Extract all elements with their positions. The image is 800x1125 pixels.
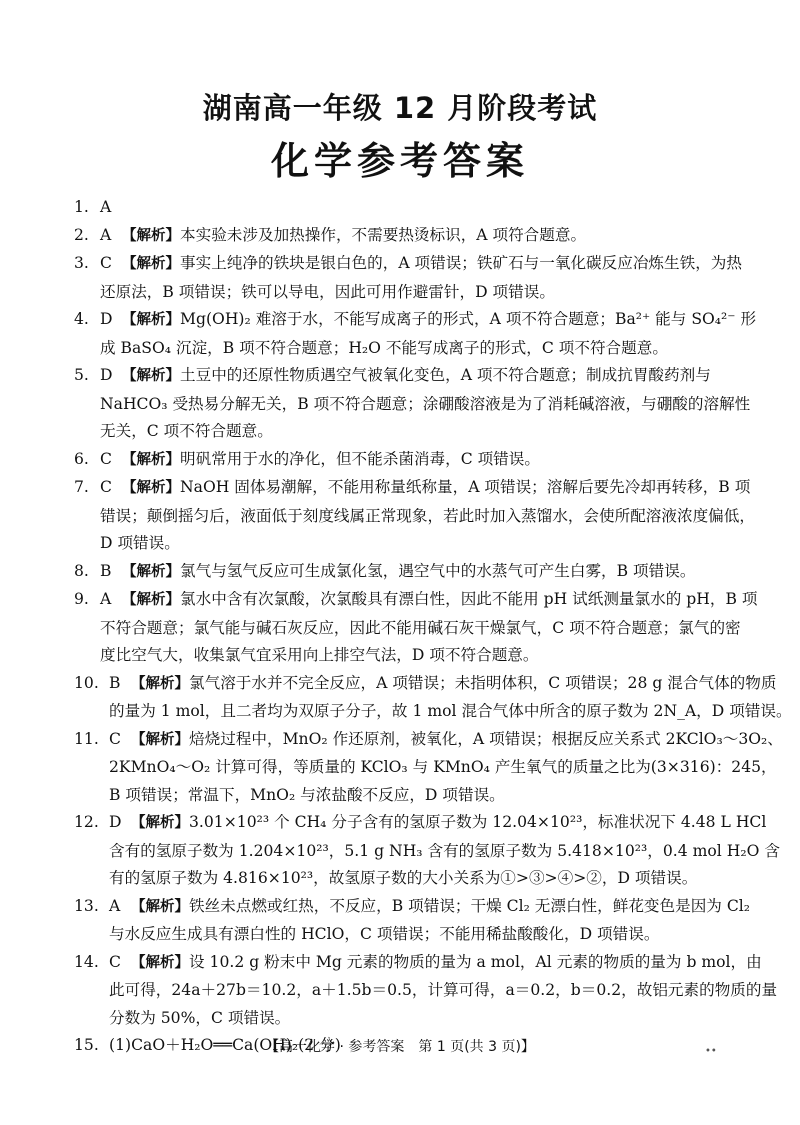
- analysis-text: 铁丝未点燃或红热，不反应，B 项错误；干燥 Cl₂ 无漂白性，鲜花变色是因为 Cl₂: [189, 896, 751, 915]
- analysis-text: 焙烧过程中，MnO₂ 作还原剂，被氧化，A 项错误；根据反应关系式 2KClO₃～3O₂、: [189, 729, 783, 748]
- analysis-text: 氯气溶于水并不完全反应，A 项错误；未指明体积，C 项错误；28 g 混合气体的物质: [189, 673, 777, 692]
- analysis-text-continued: 与水反应生成具有漂白性的 HClO，C 项错误；不能用稀盐酸酸化，D 项错误。: [109, 925, 660, 943]
- answer-item: [74, 586, 758, 670]
- analysis-text: 明矾常用于水的净化，但不能杀菌消毒，C 项错误。: [180, 449, 540, 468]
- question-number: 9.: [74, 590, 89, 608]
- analysis-tag: 【解析】: [122, 592, 180, 608]
- analysis-tag: 【解析】: [131, 675, 189, 692]
- analysis-text: 事实上纯净的铁块是银白色的，A 项错误；铁矿石与一氧化碳反应冶炼生铁，为热: [180, 254, 742, 272]
- answer-choice: B: [109, 673, 121, 692]
- question-number: 8.: [74, 561, 89, 580]
- answer-item: [74, 726, 783, 810]
- analysis-text-continued: NaHCO₃ 受热易分解无关，B 项不符合题意；涂硼酸溶液是为了消耗碱溶液，与硼酸的溶解性: [100, 394, 751, 413]
- answer-line: [74, 474, 751, 503]
- answer-line: [74, 726, 783, 755]
- analysis-text-continued: 无关，C 项不符合题意。: [100, 422, 273, 440]
- analysis-text: 氯水中含有次氯酸，次氯酸具有漂白性，因此不能用 pH 试纸测量氯水的 pH，B 项: [180, 590, 758, 608]
- answer-choice: C: [100, 478, 112, 496]
- answer-item: [74, 558, 734, 587]
- answer-item: [74, 362, 751, 446]
- analysis-text: 设 10.2 g 粉末中 Mg 元素的物质的量为 a mol，Al 元素的物质的量为 b mol，由: [189, 952, 762, 971]
- analysis-text-continued: 含有的氢原子数为 1.204×10²³，5.1 g NH₃ 含有的氢原子数为 5.418×10²³，0.4 mol H₂O 含: [109, 841, 780, 860]
- answer-item: [74, 446, 734, 475]
- question-number: 5.: [74, 366, 89, 384]
- question-number: 4.: [74, 310, 89, 328]
- answer-choice: C: [109, 729, 121, 748]
- analysis-text: 氯气与氢气反应可生成氯化氢，遇空气中的水蒸气可产生白雾，B 项错误。: [180, 561, 696, 580]
- question-number: 12.: [74, 813, 99, 831]
- answer-key-title: 化学参考答案: [270, 139, 529, 183]
- analysis-text-continued: 不符合题意；氯气能与碱石灰反应，因此不能用碱石灰干燥氯气，C 项不符合题意；氯气的密: [100, 618, 741, 637]
- question-number: 3.: [74, 254, 89, 272]
- analysis-text-continued: 分数为 50%，C 项错误。: [109, 1008, 291, 1027]
- answer-item: [74, 306, 757, 362]
- answer-line: [74, 586, 758, 615]
- analysis-tag: 【解析】: [122, 451, 180, 468]
- analysis-tag: 【解析】: [122, 563, 180, 580]
- question-number: 13.: [74, 896, 99, 915]
- analysis-text-continued: 度比空气大，收集氯气宜采用向上排空气法，D 项不符合题意。: [100, 646, 539, 664]
- answer-choice: A: [100, 198, 112, 216]
- answer-line: [74, 558, 734, 587]
- analysis-text-continued: D 项错误。: [100, 534, 180, 552]
- analysis-tag: 【解析】: [122, 480, 180, 496]
- answer-item: [74, 670, 792, 726]
- answer-choice: B: [100, 561, 112, 580]
- answer-line: [74, 446, 734, 475]
- analysis-tag: 【解析】: [131, 815, 189, 831]
- answer-list: [74, 194, 792, 1060]
- answer-choice: A: [109, 896, 121, 915]
- analysis-text-continued: B 项错误；常温下，MnO₂ 与浓盐酸不反应，D 项错误。: [109, 785, 505, 804]
- analysis-text-continued: 有的氢原子数为 4.816×10²³，故氢原子数的大小关系为①>③>④>②，D 项错误。: [109, 869, 698, 887]
- corner-mark: ••: [705, 1046, 717, 1057]
- question-number: 7.: [74, 478, 89, 496]
- question-number: 1.: [74, 198, 89, 216]
- question-number: 6.: [74, 449, 89, 468]
- question-number: 2.: [74, 225, 89, 244]
- answer-choice: A: [100, 225, 112, 244]
- answer-item: [74, 250, 742, 306]
- answer-item: [74, 949, 778, 1033]
- answer-line: [74, 362, 734, 391]
- analysis-text: Mg(OH)₂ 难溶于水，不能写成离子的形式，A 项不符合题意；Ba²⁺ 能与 SO₄²⁻ 形: [180, 310, 757, 328]
- answer-choice: C: [100, 449, 112, 468]
- page-footer: 【高一化学 · 参考答案 第 1 页(共 3 页)】: [265, 1039, 535, 1055]
- analysis-tag: 【解析】: [122, 256, 180, 272]
- answer-item: [74, 893, 751, 949]
- exam-title: 湖南高一年级 12 月阶段考试: [202, 91, 598, 125]
- answer-line: [74, 949, 762, 978]
- analysis-tag: 【解析】: [122, 368, 180, 384]
- answer-item: [74, 474, 755, 558]
- answer-line: [74, 893, 751, 922]
- analysis-text: 本实验未涉及加热操作，不需要热烫标识，A 项符合题意。: [180, 225, 587, 244]
- answer-line: [74, 670, 777, 699]
- analysis-tag: 【解析】: [131, 954, 189, 971]
- answer-line: [74, 809, 767, 838]
- answer-item: [74, 222, 734, 251]
- analysis-tag: 【解析】: [122, 312, 180, 328]
- analysis-text-continued: 还原法，B 项错误；铁可以导电，因此可用作避雷针，D 项错误。: [100, 282, 555, 301]
- analysis-text-continued: 2KMnO₄～O₂ 计算可得，等质量的 KClO₃ 与 KMnO₄ 产生氧气的质量之比为(3×316)：245，: [109, 758, 777, 776]
- analysis-tag: 【解析】: [131, 731, 189, 748]
- analysis-text: 土豆中的还原性物质遇空气被氧化变色，A 项不符合题意；制成抗胃酸药剂与: [180, 366, 711, 384]
- analysis-text: NaOH 固体易潮解，不能用称量纸称量，A 项错误；溶解后要先冷却再转移，B 项: [180, 478, 751, 496]
- question-number: 10.: [74, 673, 99, 692]
- answer-item: [74, 194, 734, 222]
- question-number: 11.: [74, 729, 99, 748]
- answer-choice: C: [109, 952, 121, 971]
- answer-choice: A: [100, 590, 112, 608]
- analysis-text: (1)CaO＋H₂O══Ca(OH)₂(2 分): [109, 1036, 341, 1054]
- answer-line: [74, 194, 734, 222]
- analysis-tag: 【解析】: [131, 898, 189, 915]
- analysis-text-continued: 错误；颠倒摇匀后，液面低于刻度线属正常现象，若此时加入蒸馏水，会使所配溶液浓度偏低，: [100, 506, 755, 525]
- answer-choice: D: [109, 813, 122, 831]
- analysis-text: 3.01×10²³ 个 CH₄ 分子含有的氢原子数为 12.04×10²³，标准状况下 4.48 L HCl: [189, 813, 767, 831]
- answer-choice: C: [100, 254, 112, 272]
- analysis-tag: 【解析】: [122, 227, 180, 244]
- answer-line: [74, 306, 757, 335]
- answer-choice: D: [100, 310, 113, 328]
- answer-line: [74, 250, 742, 279]
- analysis-text-continued: 成 BaSO₄ 沉淀，B 项不符合题意；H₂O 不能写成离子的形式，C 项不符合题意。: [100, 338, 668, 357]
- question-number: 14.: [74, 952, 99, 971]
- answer-item: [74, 809, 780, 893]
- analysis-text-continued: 的量为 1 mol，且二者均为双原子分子，故 1 mol 混合气体中所含的原子数为 2N_A，D 项错误。: [109, 702, 792, 720]
- question-number: 15.: [74, 1036, 99, 1054]
- analysis-text-continued: 此可得，24a＋27b＝10.2，a＋1.5b＝0.5，计算可得，a＝0.2，b＝0.2，故铝元素的物质的量: [109, 981, 778, 999]
- answer-line: [74, 222, 734, 251]
- answer-choice: D: [100, 366, 113, 384]
